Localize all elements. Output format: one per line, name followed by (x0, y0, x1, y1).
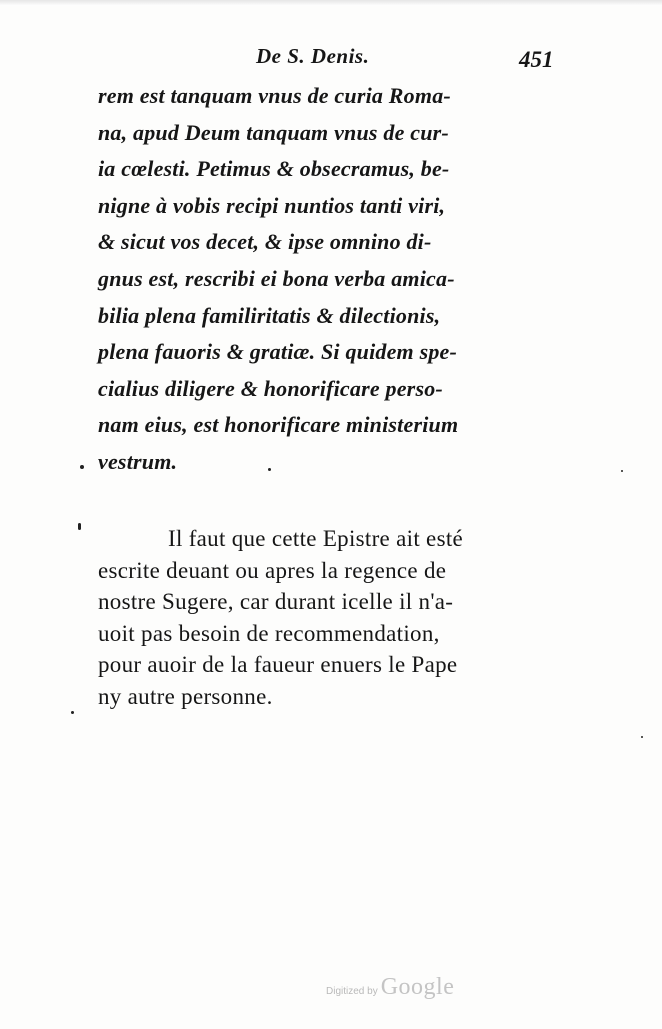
watermark-prefix: Digitized by (326, 986, 378, 997)
text-line: pour auoir de la faueur enuers le Pape (98, 652, 458, 677)
text-line: nostre Sugere, car durant icelle il n'a- (98, 589, 454, 614)
ink-speck (80, 465, 84, 469)
text-line: uoit pas besoin de recommendation, (98, 620, 440, 646)
text-line: ny autre personne. (98, 683, 273, 709)
ink-speck (641, 736, 643, 738)
text-line: & sicut vos decet, & ipse omnino di- (98, 229, 432, 255)
text-line: cialius diligere & honorificare perso- (98, 375, 443, 401)
digitization-watermark (326, 974, 454, 1001)
text-line: ia cœlesti. Petimus & obsecramus, be- (98, 156, 450, 182)
ink-speck (78, 523, 81, 530)
text-line: Il faut que cette Epistre ait esté (168, 526, 464, 551)
ink-speck (268, 468, 271, 471)
running-header-title: De S. Denis. (256, 44, 370, 68)
text-line: bilia plena familiritatis & dilectionis, (98, 302, 441, 328)
page-top-edge (0, 0, 662, 6)
text-line: vestrum. (98, 448, 178, 474)
text-line: escrite deuant ou apres la regence de (98, 557, 447, 583)
latin-letter-text (98, 78, 568, 481)
page-number: 451 (519, 47, 554, 72)
text-line: nigne à vobis recipi nuntios tanti viri, (98, 192, 446, 218)
text-line: na, apud Deum tanquam vnus de cur- (98, 119, 449, 145)
ink-speck (621, 470, 623, 472)
ink-speck (71, 711, 74, 714)
french-commentary-text (98, 523, 568, 712)
text-line: gnus est, rescribi ei bona verba amica- (98, 265, 455, 291)
text-line: plena fauoris & gratiæ. Si quidem spe- (98, 339, 458, 365)
text-line: rem est tanquam vnus de curia Roma- (98, 83, 451, 108)
text-line: nam eius, est honorificare ministerium (98, 412, 459, 438)
google-logo: Google (380, 974, 455, 1000)
